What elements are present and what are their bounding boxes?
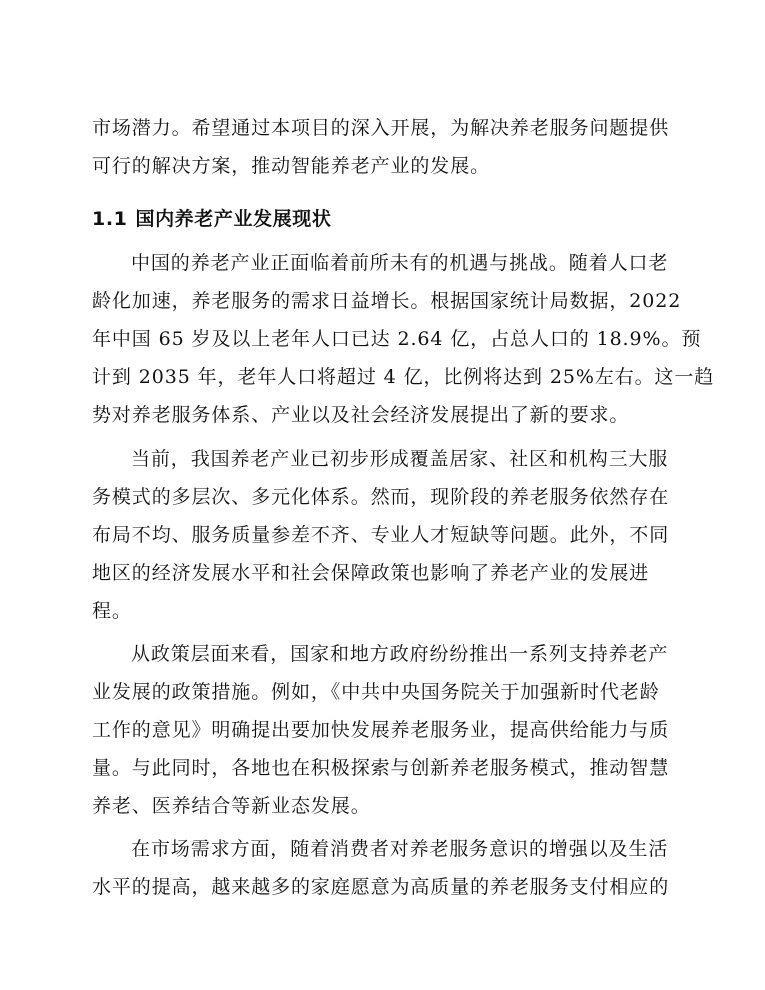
paragraph-1-line-5: 势对养老服务体系、产业以及社会经济发展提出了新的要求。	[92, 404, 630, 426]
paragraph-4-line-2: 水平的提高，越来越多的家庭愿意为高质量的养老服务支付相应的	[92, 876, 670, 898]
paragraph-1-line-2: 龄化加速，养老服务的需求日益增长。根据国家统计局数据，2022	[92, 290, 682, 312]
paragraph-3-line-4: 量。与此同时，各地也在积极探索与创新养老服务模式，推动智慧	[92, 757, 670, 779]
paragraph-3-line-1: 从政策层面来看，国家和地方政府纷纷推出一系列支持养老产	[131, 643, 669, 665]
paragraph-1-line-4: 计到 2035 年，老年人口将超过 4 亿，比例将达到 25%左右。这一趋	[92, 366, 715, 388]
paragraph-3-line-3: 工作的意见》明确提出要加快发展养老服务业，提高供给能力与质	[92, 719, 670, 741]
paragraph-4-line-1: 在市场需求方面，随着消费者对养老服务意识的增强以及生活	[131, 838, 669, 860]
intro-line-1: 市场潜力。希望通过本项目的深入开展，为解决养老服务问题提供	[92, 117, 670, 139]
paragraph-2-line-2: 务模式的多层次、多元化体系。然而，现阶段的养老服务依然存在	[92, 486, 670, 508]
paragraph-1-line-3: 年中国 65 岁及以上老年人口已达 2.64 亿，占总人口的 18.9%。预	[92, 328, 702, 350]
paragraph-2-line-5: 程。	[92, 600, 132, 622]
paragraph-3-line-5: 养老、医养结合等新业态发展。	[92, 795, 371, 817]
intro-line-2: 可行的解决方案，推动智能养老产业的发展。	[92, 155, 491, 177]
section-title: 国内养老产业发展现状	[135, 208, 332, 230]
section-number: 1.1	[92, 208, 128, 230]
paragraph-3-line-2: 业发展的政策措施。例如，《中共中央国务院关于加强新时代老龄	[92, 681, 660, 703]
section-heading	[92, 206, 331, 232]
paragraph-2-line-4: 地区的经济发展水平和社会保障政策也影响了养老产业的发展进	[92, 562, 650, 584]
paragraph-1-line-1: 中国的养老产业正面临着前所未有的机遇与挑战。随着人口老	[131, 252, 669, 274]
paragraph-2-line-3: 布局不均、服务质量参差不齐、专业人才短缺等问题。此外，不同	[92, 524, 670, 546]
paragraph-2-line-1: 当前，我国养老产业已初步形成覆盖居家、社区和机构三大服	[131, 448, 669, 470]
